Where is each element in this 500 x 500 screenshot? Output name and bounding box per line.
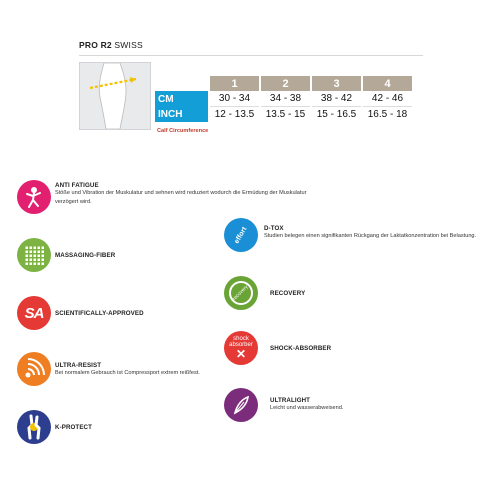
size-header: 4 [363,76,412,91]
product-title [79,40,143,50]
calf-leg-icon [80,63,150,129]
feature-description: Bei normalem Gebrauch ist Compressport extrem reißfest. [55,370,200,376]
size-value: 42 - 46 [363,91,412,107]
knee-joint-icon [17,410,51,444]
size-value: 30 - 34 [210,91,259,107]
feather-icon [224,388,258,422]
fiber-mesh-icon [17,238,51,272]
feature-title: MASSAGING-FIBER [55,252,116,259]
feature-description: Leicht und wasserabweisend. [270,405,344,411]
size-value: 34 - 38 [261,91,310,107]
unit-label-cm: CM [155,91,208,107]
size-header: 2 [261,76,310,91]
effort-runner-icon [224,218,258,252]
product-brand: PRO R2 [79,40,112,50]
feature-description: Studien belegen einen signifikanten Rückgang der Laktatkonzentration bei Belastung. [264,233,477,239]
unit-label-inch: INCH [155,107,208,122]
size-value: 15 - 16.5 [316,109,357,120]
size-value: 12 - 13.5 [214,109,255,120]
feature-title: D-TOX [264,225,284,232]
feature-title: ULTRA-RESIST [55,362,102,369]
size-value: 38 - 42 [312,91,361,107]
recovery-icon-text: recovery [232,284,250,302]
size-caption: Calf Circumference [157,128,209,134]
size-value: 16.5 - 18 [367,109,408,120]
sa-icon [17,296,51,330]
shock-icon-text: shock absorber [229,336,253,348]
leg-measurement-illustration [79,62,151,130]
header-divider [79,55,423,56]
inch-row [155,107,412,122]
feature-title: SCIENTIFICALLY-APPROVED [55,310,144,317]
product-model: SWISS [114,40,143,50]
feature-title: RECOVERY [270,290,306,297]
signal-waves-icon [17,352,51,386]
effort-icon-text: effort [233,225,249,245]
runner-icon [17,180,51,214]
size-header-row [155,76,412,91]
size-value: 13.5 - 15 [265,109,306,120]
cross-mark-icon: ✕ [235,347,247,361]
feature-title: K-PROTECT [55,424,92,431]
recovery-icon [224,276,258,310]
size-header: 1 [210,76,259,91]
cm-row [155,91,412,107]
sa-icon-text: SA [24,304,44,322]
feature-title: SHOCK-ABSORBER [270,345,332,352]
size-header: 3 [312,76,361,91]
feature-title: ANTI FATIGUE [55,182,99,189]
shock-absorber-icon [224,331,258,365]
feature-title: ULTRALIGHT [270,397,311,404]
size-table [153,76,414,122]
feature-description: Stöße und Vibration der Muskulatur und sehnen wird reduziert wodurch die Ermüdung der Muskulatur verzögert wird. [55,190,307,205]
